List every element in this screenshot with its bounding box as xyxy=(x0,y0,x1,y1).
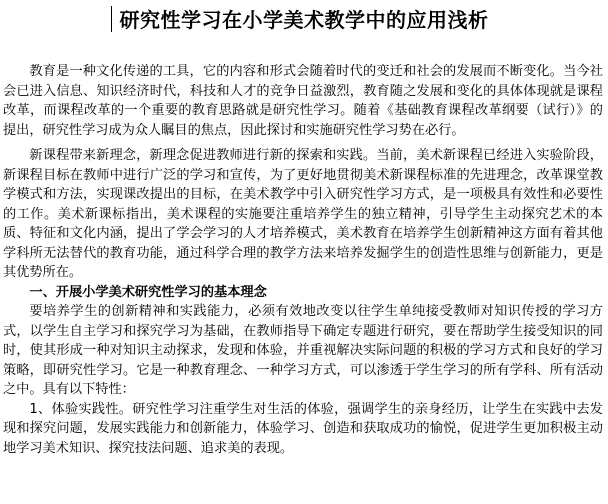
paragraph-new-curriculum: 新课程带来新理念，新理念促进教师进行新的探索和实践。当前，美术新课程已经进入实验阶段，新课程目标在教师中进行广泛的学习和宣传，为了更好地贯彻美术新课程标准的先进理念，改革课堂教学模式和方法，实现课改提出的目标，在美术教学中引入研究性学习方式，是一项极具有效性和必要性的工作。美术新课标指出，美术课程的实施要注重培养学生的独立精神，引导学生主动探究艺术的本质、特征和文化内涵，提出了学会学习的人才培养模式，美术教育在培养学生创新精神这方面有着其他学科所无法替代的教育功能，通过科学合理的教学方法来培养发掘学生的创造性思维与创新能力，更是其优势所在。 xyxy=(3,148,603,280)
document-body xyxy=(3,62,603,458)
paragraph-basic-concept: 要培养学生的创新精神和实践能力，必须有效地改变以往学生单纯接受教师对知识传授的学习方式，以学生自主学习和探究学习为基础，在教师指导下确定专题进行研究，要在帮助学生接受知识的同时，使其形成一种对知识主动探求，发现和体验，并重视解决实际问题的积极的学习方式和良好的学习策略，即研究性学习。它是一种教育理念、一种学习方式，可以渗透于学生学习的所有学科、所有活动之中。具有以下特性： xyxy=(3,304,603,397)
document-title: 研究性学习在小学美术教学中的应用浅析 xyxy=(119,8,489,32)
paragraph-intro: 教育是一种文化传递的工具，它的内容和形式会随着时代的变迁和社会的发展而不断变化。当今社会已进入信息、知识经济时代，科技和人才的竞争日益激烈，教育随之发展和变化的具体体现就是课程改革，而课程改革的一个重要的教育思路就是研究性学习。随着《基础教育课程改革纲要（试行）》的提出，研究性学习成为众人瞩目的焦点，因此探讨和实施研究性学习势在必行。 xyxy=(3,64,603,138)
section-heading: 一、开展小学美术研究性学习的基本理念 xyxy=(29,284,267,300)
paragraph-feature-1: 1、体验实践性。研究性学习注重学生对生活的体验，强调学生的亲身经历，让学生在实践中去发现和探究问题，发展实践能力和创新能力，体验学习、创造和获取成功的愉悦，促进学生更加积极主动地学习美术知识、探究技法问题、追求美的表现。 xyxy=(3,401,603,456)
